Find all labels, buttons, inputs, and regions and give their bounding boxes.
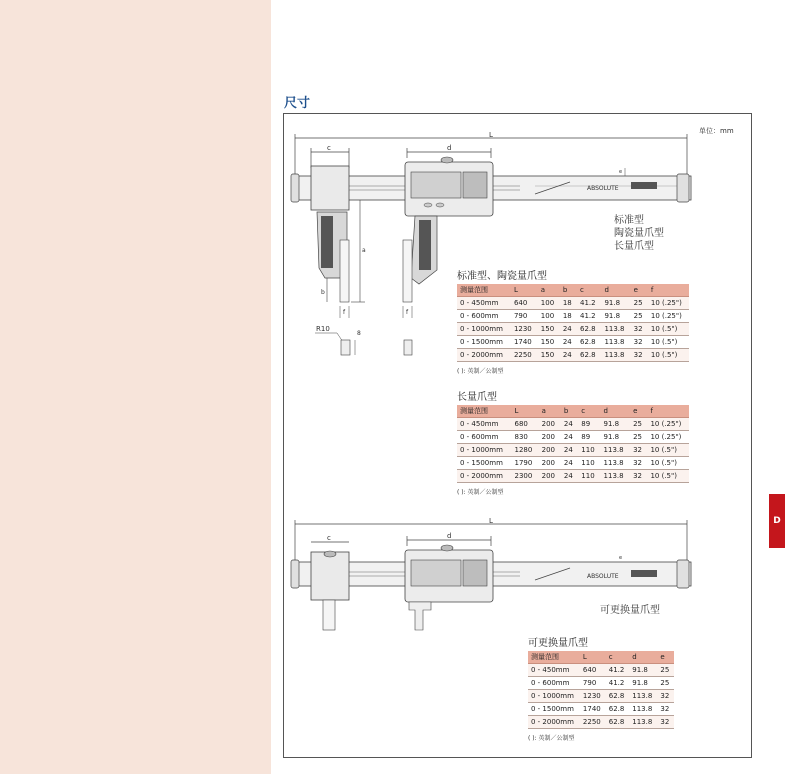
- table-cell: 25: [631, 310, 648, 323]
- table-row: [457, 470, 689, 483]
- dim-d-2: d: [447, 532, 452, 540]
- caption-interchangeable: 可更换量爪型: [600, 605, 660, 616]
- table-cell: 10 (.25"): [647, 418, 689, 431]
- table-row: [528, 677, 674, 690]
- table-cell: 24: [561, 431, 578, 444]
- table-cell: 113.8: [629, 690, 657, 703]
- table-cell: 200: [539, 418, 561, 431]
- table-note-standard: ( ): 英制／公制型: [457, 368, 504, 375]
- table-cell: 24: [561, 457, 578, 470]
- table-row: [528, 690, 674, 703]
- dim-c-2: c: [327, 534, 331, 542]
- brand-text-2: ABSOLUTE: [587, 573, 619, 580]
- table-cell: 32: [631, 336, 648, 349]
- table-cell: 10 (.25"): [647, 431, 689, 444]
- table-row: [457, 444, 689, 457]
- table-cell: 91.8: [601, 297, 630, 310]
- table-cell: 91.8: [601, 310, 630, 323]
- table-cell: 113.8: [601, 457, 631, 470]
- table-cell: 32: [657, 716, 674, 729]
- table-row: [528, 664, 674, 677]
- table-cell: 200: [539, 457, 561, 470]
- col-f: f: [647, 405, 689, 418]
- table-cell: 62.8: [577, 349, 601, 362]
- dim-L-2: L: [489, 517, 493, 525]
- table-cell: 2250: [580, 716, 606, 729]
- brand-text-1: ABSOLUTE: [587, 185, 619, 192]
- table-cell: 0 - 1000mm: [457, 444, 512, 457]
- table-cell: 0 - 600mm: [457, 431, 512, 444]
- col-L: L: [580, 651, 606, 664]
- table-cell: 10 (.5"): [647, 444, 689, 457]
- table-cell: 18: [560, 310, 577, 323]
- col-range: 测量范围: [457, 405, 512, 418]
- table-cell: 25: [630, 431, 647, 444]
- table-cell: 0 - 1500mm: [528, 703, 580, 716]
- table-cell: 89: [578, 431, 600, 444]
- table-row: [457, 431, 689, 444]
- table-note-long-jaw: ( ): 英制／公制型: [457, 489, 504, 496]
- table-row: [457, 418, 689, 431]
- table-cell: 10 (.5"): [647, 470, 689, 483]
- dim-b-1: b: [321, 289, 325, 296]
- caption-line-2: 陶瓷量爪型: [614, 228, 664, 239]
- table-cell: 113.8: [601, 470, 631, 483]
- dim-f-1b: f: [406, 309, 409, 316]
- caption-line-3: 长量爪型: [614, 241, 654, 252]
- table-cell: 91.8: [629, 664, 657, 677]
- table-cell: 0 - 1000mm: [528, 690, 580, 703]
- table-cell: 0 - 1000mm: [457, 323, 511, 336]
- table-cell: 25: [657, 677, 674, 690]
- table-cell: 110: [578, 457, 600, 470]
- table-cell: 0 - 450mm: [457, 297, 511, 310]
- table-cell: 0 - 450mm: [457, 418, 512, 431]
- table-cell: 25: [631, 297, 648, 310]
- table-row: [528, 716, 674, 729]
- table-note-interchangeable: ( ): 英制／公制型: [528, 735, 575, 742]
- table-cell: 10 (.25"): [648, 310, 689, 323]
- table-cell: 0 - 2000mm: [528, 716, 580, 729]
- table-row: [528, 703, 674, 716]
- table-cell: 10 (.5"): [648, 323, 689, 336]
- table-cell: 150: [538, 349, 560, 362]
- table-cell: 110: [578, 470, 600, 483]
- col-e: e: [657, 651, 674, 664]
- dim-e-2: e: [619, 555, 623, 561]
- table-row: [457, 336, 689, 349]
- col-a: a: [538, 284, 560, 297]
- table-cell: 24: [561, 470, 578, 483]
- dim-L-1: L: [489, 131, 493, 139]
- table-cell: 200: [539, 431, 561, 444]
- spec-table-long-jaw: [457, 405, 689, 483]
- table-cell: 41.2: [577, 310, 601, 323]
- col-d: d: [601, 284, 630, 297]
- table-header-row: [528, 651, 674, 664]
- table-cell: 113.8: [601, 444, 631, 457]
- col-c: c: [578, 405, 600, 418]
- table-cell: 100: [538, 297, 560, 310]
- table-cell: 100: [538, 310, 560, 323]
- col-c: c: [577, 284, 601, 297]
- table-cell: 1230: [511, 323, 538, 336]
- table-cell: 830: [512, 431, 539, 444]
- table-cell: 32: [657, 703, 674, 716]
- table-cell: 24: [560, 349, 577, 362]
- table-cell: 41.2: [606, 664, 630, 677]
- table-cell: 113.8: [601, 323, 630, 336]
- table-row: [457, 349, 689, 362]
- table-cell: 110: [578, 444, 600, 457]
- table-cell: 91.8: [601, 418, 631, 431]
- table-cell: 0 - 450mm: [528, 664, 580, 677]
- table-cell: 24: [560, 323, 577, 336]
- section-title: 尺寸: [284, 96, 311, 111]
- col-e: e: [631, 284, 648, 297]
- dim-a-1: a: [362, 247, 366, 254]
- table-cell: 150: [538, 323, 560, 336]
- table-cell: 62.8: [606, 690, 630, 703]
- table-cell: 10 (.25"): [648, 297, 689, 310]
- caliper-drawing-interchangeable: [285, 514, 695, 634]
- table-cell: 113.8: [601, 336, 630, 349]
- table-cell: 62.8: [577, 336, 601, 349]
- table-cell: 113.8: [601, 349, 630, 362]
- r10-label: R10: [316, 325, 330, 333]
- table-cell: 32: [631, 349, 648, 362]
- col-L: L: [512, 405, 539, 418]
- dim-8: 8: [357, 330, 361, 337]
- col-d: d: [629, 651, 657, 664]
- table-cell: 113.8: [629, 703, 657, 716]
- table-cell: 790: [511, 310, 538, 323]
- spec-table-interchangeable: [528, 651, 674, 729]
- table-cell: 790: [580, 677, 606, 690]
- col-c: c: [606, 651, 630, 664]
- table-cell: 91.8: [629, 677, 657, 690]
- dim-d-1: d: [447, 144, 452, 152]
- table-cell: 91.8: [601, 431, 631, 444]
- table-row: [457, 310, 689, 323]
- table-cell: 24: [561, 444, 578, 457]
- dim-f-1a: f: [343, 309, 346, 316]
- table-cell: 150: [538, 336, 560, 349]
- table-cell: 10 (.5"): [648, 349, 689, 362]
- table-cell: 0 - 2000mm: [457, 349, 511, 362]
- table-cell: 1230: [580, 690, 606, 703]
- table-cell: 1280: [512, 444, 539, 457]
- table-cell: 32: [630, 457, 647, 470]
- col-range: 测量范围: [457, 284, 511, 297]
- table-cell: 0 - 600mm: [457, 310, 511, 323]
- table-cell: 2300: [512, 470, 539, 483]
- table-cell: 62.8: [606, 703, 630, 716]
- table-cell: 10 (.5"): [648, 336, 689, 349]
- col-range: 测量范围: [528, 651, 580, 664]
- caption-standard: [614, 214, 664, 253]
- table-title-long-jaw: 长量爪型: [457, 392, 497, 403]
- table-cell: 24: [561, 418, 578, 431]
- table-title-interchangeable: 可更换量爪型: [528, 638, 588, 649]
- col-d: d: [601, 405, 631, 418]
- dim-c-1: c: [327, 144, 331, 152]
- col-a: a: [539, 405, 561, 418]
- dim-e-1: e: [619, 169, 623, 175]
- table-cell: 41.2: [577, 297, 601, 310]
- col-b: b: [561, 405, 578, 418]
- table-cell: 24: [560, 336, 577, 349]
- table-cell: 62.8: [577, 323, 601, 336]
- table-cell: 200: [539, 470, 561, 483]
- caption-line-1: 标准型: [614, 215, 644, 226]
- table-cell: 1740: [580, 703, 606, 716]
- table-cell: 0 - 1500mm: [457, 457, 512, 470]
- table-cell: 18: [560, 297, 577, 310]
- table-cell: 32: [657, 690, 674, 703]
- col-b: b: [560, 284, 577, 297]
- table-header-row: [457, 284, 689, 297]
- table-cell: 10 (.5"): [647, 457, 689, 470]
- table-row: [457, 457, 689, 470]
- table-cell: 32: [630, 470, 647, 483]
- table-cell: 32: [630, 444, 647, 457]
- col-L: L: [511, 284, 538, 297]
- table-row: [457, 323, 689, 336]
- table-cell: 32: [631, 323, 648, 336]
- chapter-tab[interactable]: D: [769, 494, 785, 548]
- table-cell: 640: [511, 297, 538, 310]
- table-cell: 62.8: [606, 716, 630, 729]
- table-cell: 1790: [512, 457, 539, 470]
- table-cell: 113.8: [629, 716, 657, 729]
- unit-label: 单位：mm: [699, 127, 734, 135]
- spec-table-standard: [457, 284, 689, 362]
- page-margin-sidebar: [0, 0, 271, 774]
- table-cell: 41.2: [606, 677, 630, 690]
- table-cell: 200: [539, 444, 561, 457]
- table-cell: 640: [580, 664, 606, 677]
- table-cell: 25: [630, 418, 647, 431]
- col-e: e: [630, 405, 647, 418]
- table-header-row: [457, 405, 689, 418]
- table-cell: 2250: [511, 349, 538, 362]
- table-cell: 1740: [511, 336, 538, 349]
- table-row: [457, 297, 689, 310]
- table-cell: 0 - 2000mm: [457, 470, 512, 483]
- table-cell: 25: [657, 664, 674, 677]
- table-cell: 0 - 1500mm: [457, 336, 511, 349]
- table-title-standard: 标准型、陶瓷量爪型: [457, 271, 547, 282]
- table-cell: 680: [512, 418, 539, 431]
- col-f: f: [648, 284, 689, 297]
- table-cell: 0 - 600mm: [528, 677, 580, 690]
- table-cell: 89: [578, 418, 600, 431]
